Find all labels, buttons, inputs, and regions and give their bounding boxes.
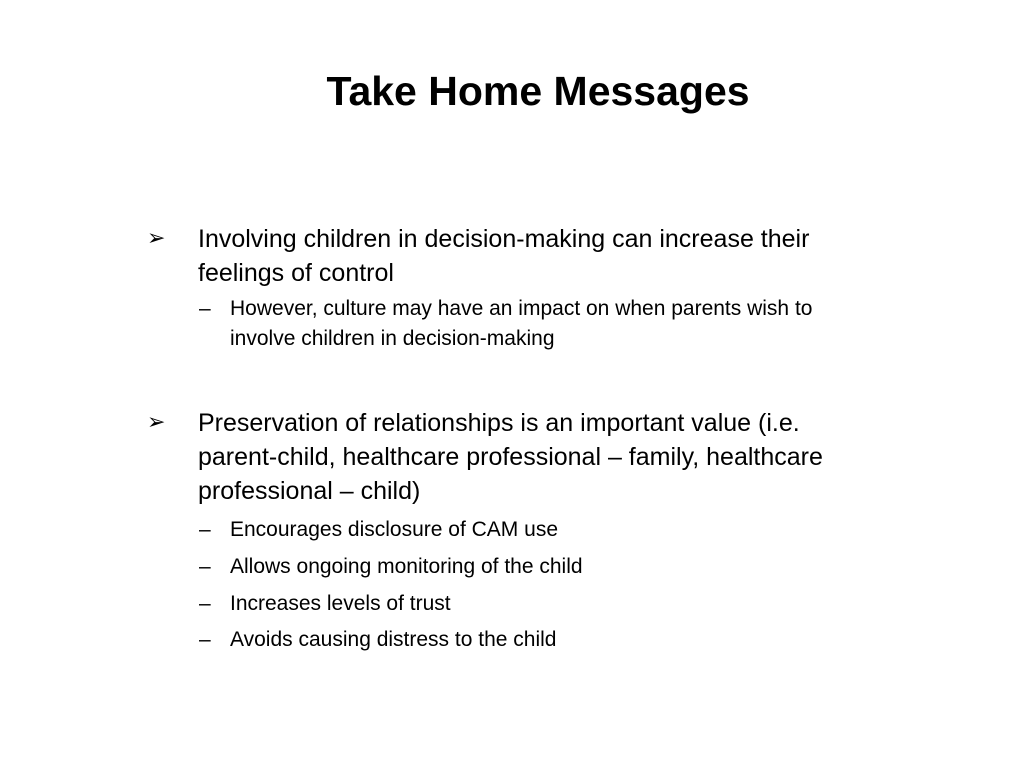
- sub-bullet-text: Avoids causing distress to the child: [230, 628, 557, 651]
- arrow-bullet-icon: ➢: [147, 410, 166, 435]
- arrow-bullet-icon: ➢: [147, 226, 166, 251]
- bullet-item: [147, 406, 848, 508]
- sub-bullet-item: [199, 589, 870, 619]
- bullet-item: [147, 222, 848, 290]
- dash-bullet-icon: –: [199, 518, 211, 541]
- sub-bullet-item: [199, 294, 870, 354]
- slide-title: Take Home Messages: [326, 68, 750, 114]
- dash-bullet-icon: –: [199, 592, 211, 615]
- sub-bullet-text: However, culture may have an impact on when parents wish to involve children in decision-making: [230, 297, 813, 350]
- sub-bullet-text: Allows ongoing monitoring of the child: [230, 555, 583, 578]
- dash-bullet-icon: –: [199, 555, 211, 578]
- bullet-text: Involving children in decision-making can increase their feelings of control: [198, 225, 810, 287]
- sub-bullet-item: [199, 625, 870, 655]
- sub-bullet-item: [199, 515, 870, 545]
- bullet-text: Preservation of relationships is an important value (i.e. parent-child, healthcare professional – family, healthcare professional – child): [198, 409, 823, 505]
- sub-bullet-text: Encourages disclosure of CAM use: [230, 518, 558, 541]
- dash-bullet-icon: –: [199, 628, 211, 651]
- sub-bullet-item: [199, 552, 870, 582]
- sub-bullet-text: Increases levels of trust: [230, 592, 451, 615]
- dash-bullet-icon: –: [199, 297, 211, 320]
